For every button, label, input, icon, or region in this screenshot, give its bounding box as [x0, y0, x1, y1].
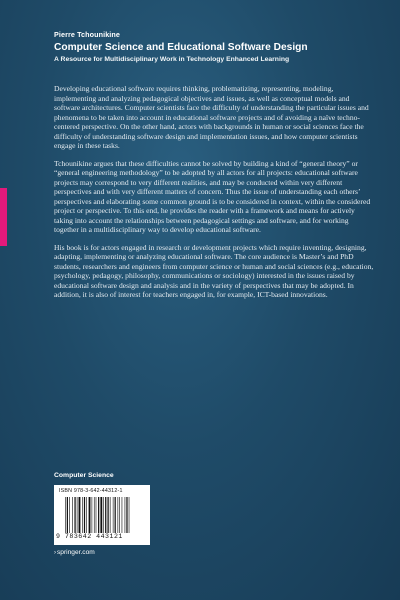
barcode-digits: 9 783642 443121 [56, 533, 123, 540]
book-subtitle: A Resource for Multidisciplinary Work in Technology Enhanced Learning [54, 56, 290, 63]
isbn-label: ISBN 978-3-642-44312-1 [59, 488, 123, 494]
author-name: Pierre Tchounikine [54, 30, 120, 39]
publisher-website[interactable] [54, 549, 95, 556]
isbn-barcode [54, 485, 150, 545]
website-text: springer.com [57, 549, 95, 556]
accent-bar [0, 188, 7, 246]
blurb-paragraph: His book is for actors engaged in research or development projects which require inventing, designing, adapting, implementing or analyzing educational software. The core audience is Master’s and PhD students, researchers and engineers from computer science or human and social sciences (e.g., education, psychology, pedagogy, philosophy, communications or sociology) interested in the issues raised by educational software design and analysis and in the variety of perspectives that may be adopted. In addition, it is also of interest for teachers engaged in, for example, ICT-based innovations. [54, 242, 374, 299]
blurb-paragraph: Tchounikine argues that these difficulties cannot be solved by building a kind of “general theory” or “general engineering methodology” to be adopted by all actors for all projects: educational software projects may correspond to very different realities, and may be conducted within very different perspectives and with very different matters of concern. Thus the issue of understanding each others’ perspectives and elaborating some common ground is to be considered in context, within the considered project or perspective. To this end, he provides the reader with a framework and means for actively taking into account the relationships between pedagogical settings and software, and for working together in a multidisciplinary way to develop educational software. [54, 158, 371, 234]
book-title: Computer Science and Educational Software Design [54, 42, 308, 53]
barcode-icon [65, 497, 145, 533]
subject-category: Computer Science [54, 472, 114, 479]
cover-header [54, 30, 374, 63]
chevron-right-icon: › [54, 550, 56, 556]
blurb-paragraph: Developing educational software requires thinking, problematizing, representing, modeling, implementing and analyzing pedagogical objectives and issues, as well as conceptual models and software architectures. Computer scientists face the difficulty of understanding the particular issues and phenomena to be taken into account in educational software projects and of avoiding a naïve techno-centered perspective. On the other hand, actors with backgrounds in human or social sciences face the difficulty of understanding software design and implementation issues, and how computer scientists engage in these tasks. [54, 84, 369, 150]
blurb [54, 84, 374, 308]
